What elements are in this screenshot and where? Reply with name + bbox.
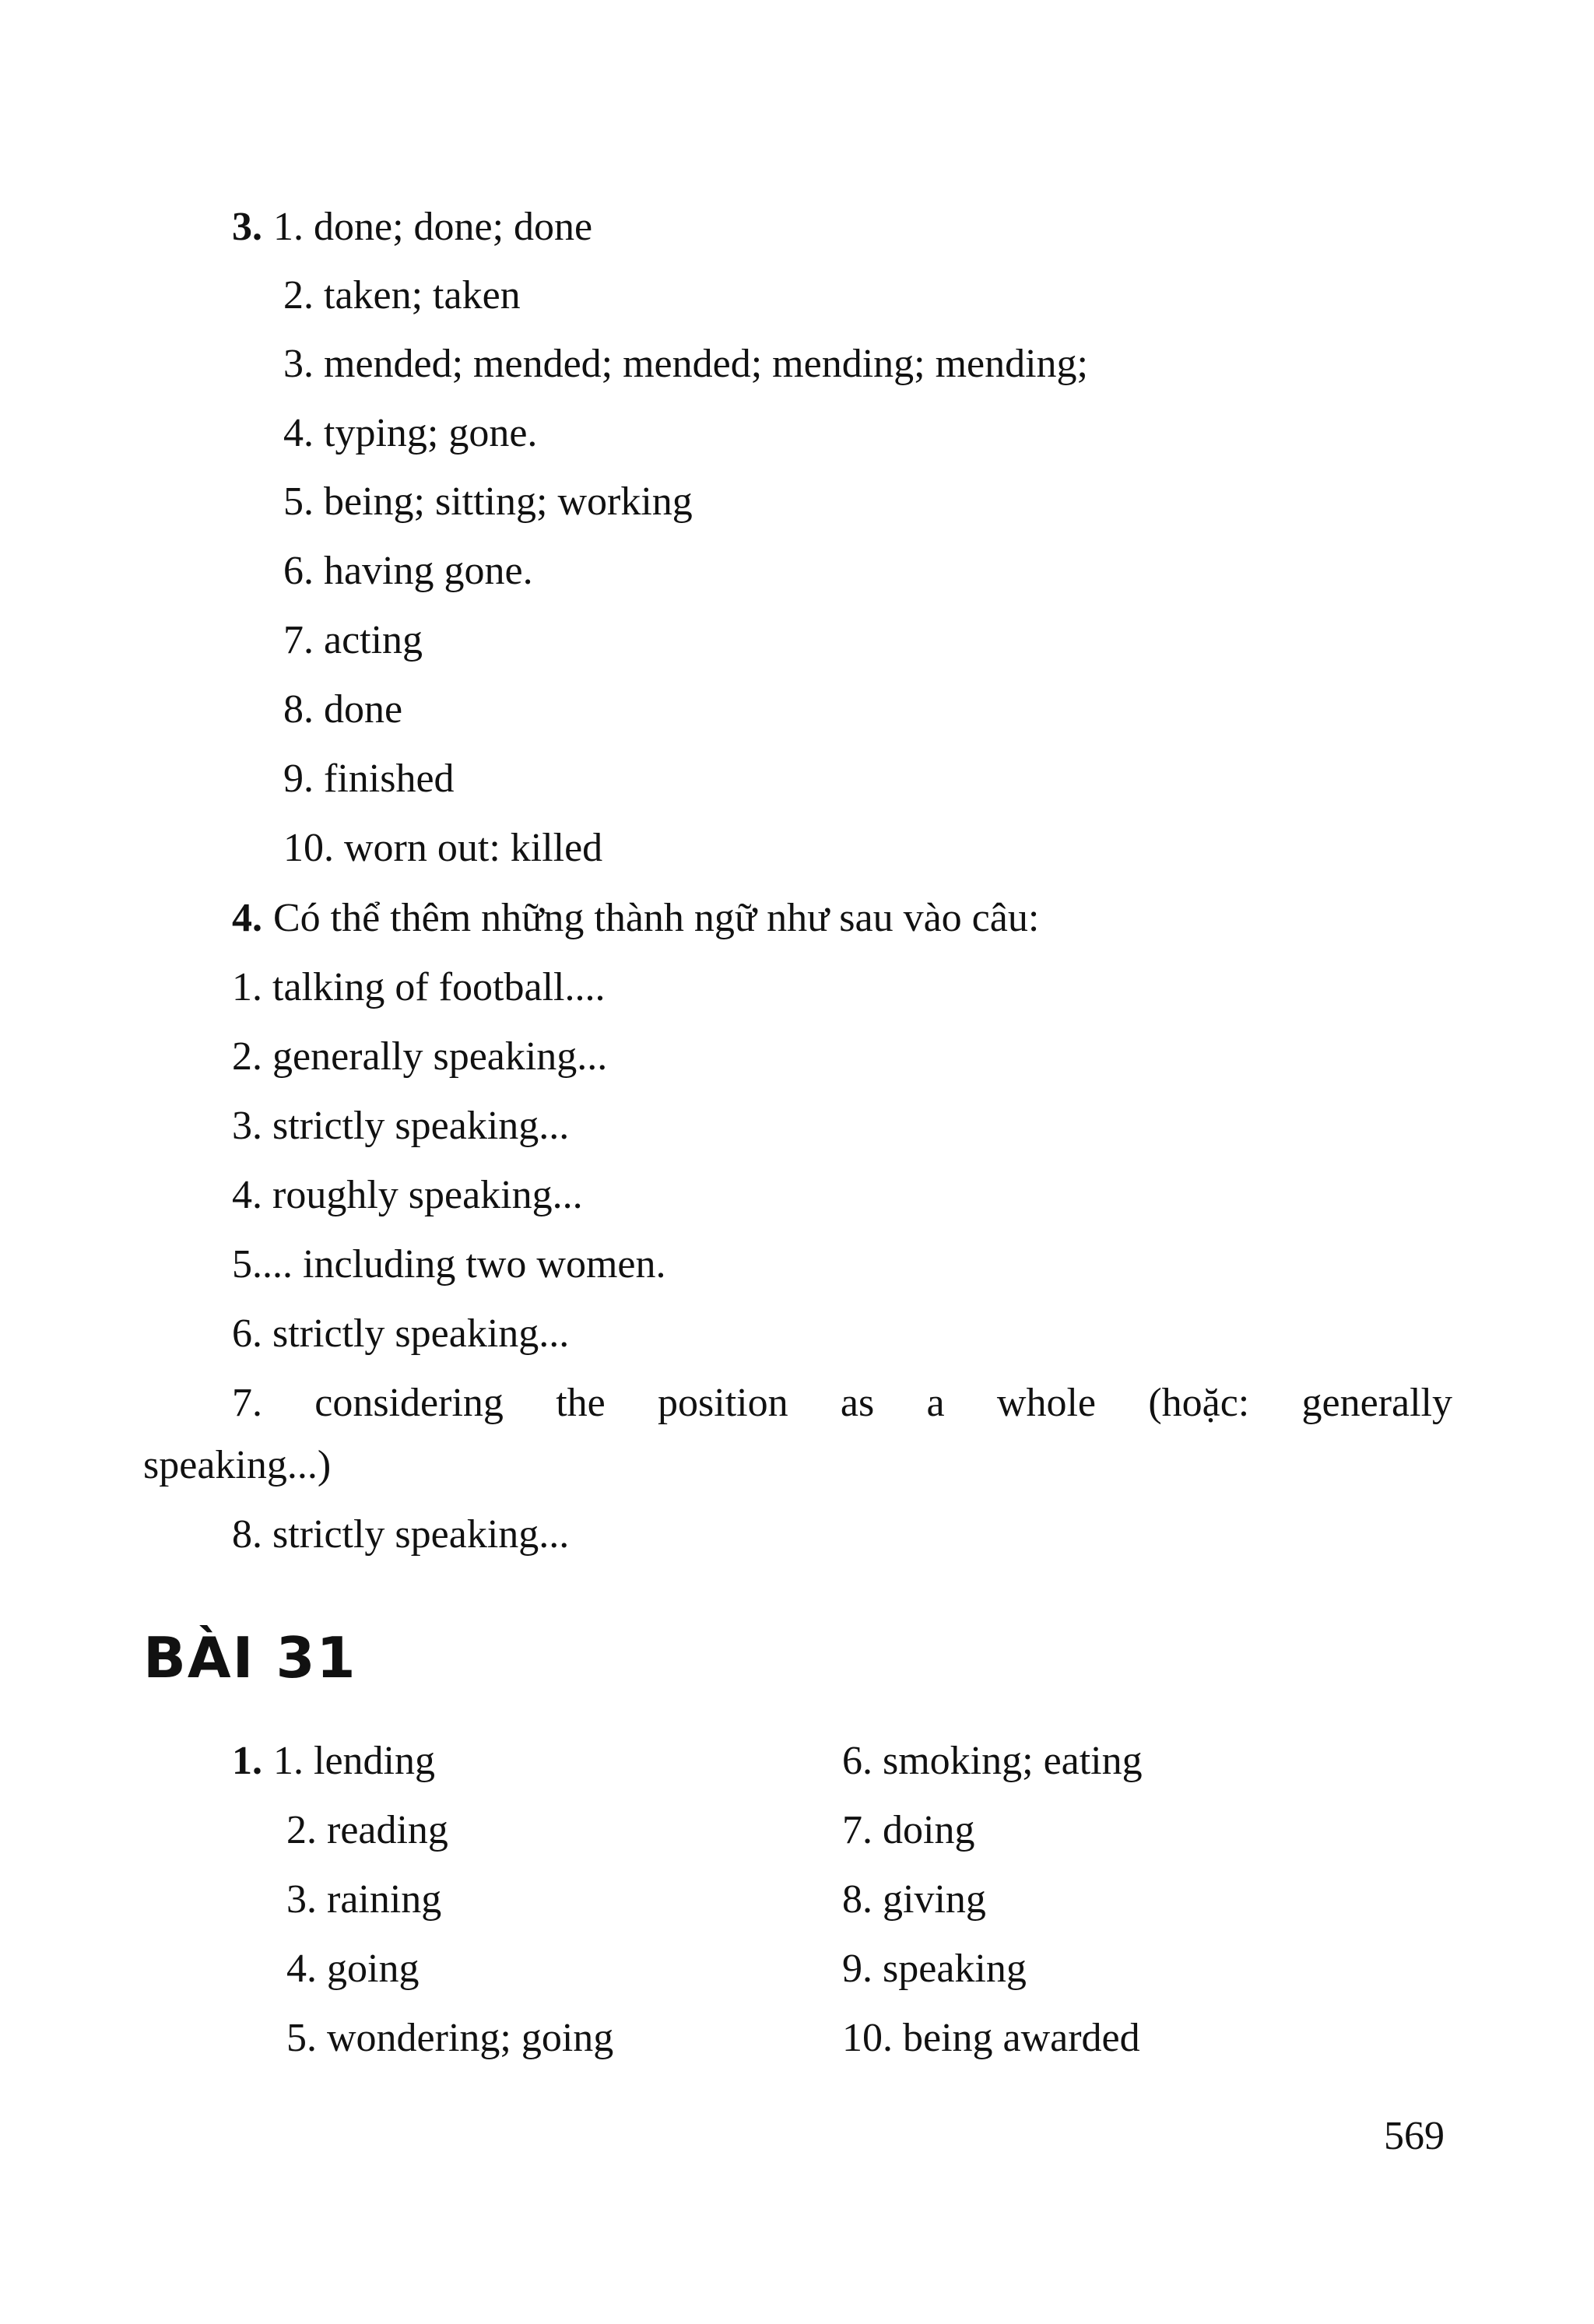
answer-item: 8. giving	[842, 1877, 986, 1922]
answer-item: 1. talking of football....	[232, 965, 606, 1009]
section-4-intro-line	[232, 895, 1039, 942]
answer-item: 4. going	[286, 1947, 420, 1991]
answer-item: 9. speaking	[842, 1947, 1027, 1991]
exercise-1-number: 1.	[232, 1739, 262, 1783]
answer-item-7-continuation: speaking...)	[143, 1443, 332, 1487]
answer-item: 2. taken; taken	[283, 273, 521, 318]
word: as	[840, 1381, 875, 1425]
answer-item: 10. worn out: killed	[283, 826, 603, 870]
page-number: 569	[1384, 2114, 1445, 2158]
answer-item: 3. raining	[286, 1877, 442, 1922]
answer-item: 3. strictly speaking...	[232, 1104, 570, 1148]
answer-item: 5.... including two women.	[232, 1242, 666, 1287]
section-3-number: 3.	[232, 205, 262, 249]
word: whole	[996, 1381, 1097, 1425]
answer-item: 9. finished	[283, 757, 455, 801]
answer-item: 5. wondering; going	[286, 2016, 614, 2060]
answer-item: 3. mended; mended; mended; mending; mending;	[283, 342, 1089, 386]
answer-item: 4. typing; gone.	[283, 411, 538, 455]
answer-item: 1. done; done; done	[273, 205, 593, 249]
answer-item-7-line	[232, 1380, 1452, 1427]
answer-item: 2. reading	[286, 1808, 448, 1852]
section-3-first-line	[232, 204, 592, 251]
answer-item: 7. acting	[283, 618, 423, 662]
answer-item: 2. generally speaking...	[232, 1034, 608, 1079]
answer-item: 10. being awarded	[842, 2016, 1140, 2060]
word: 7.	[232, 1381, 262, 1425]
word: (hoặc:	[1148, 1381, 1250, 1425]
answer-item: 5. being; sitting; working	[283, 479, 693, 524]
answer-item: 6. smoking; eating	[842, 1739, 1143, 1783]
answer-item: 1. lending	[273, 1739, 435, 1783]
answer-item: 4. roughly speaking...	[232, 1173, 583, 1217]
exercise-1-first-line	[232, 1738, 435, 1785]
answer-item: 6. strictly speaking...	[232, 1311, 570, 1356]
answer-item: 6. having gone.	[283, 549, 533, 593]
section-4-intro: Có thể thêm những thành ngữ như sau vào câu:	[273, 896, 1040, 940]
word: generally	[1301, 1381, 1452, 1425]
answer-item: 7. doing	[842, 1808, 975, 1852]
word: position	[658, 1381, 788, 1425]
word: the	[556, 1381, 606, 1425]
word: considering	[314, 1381, 504, 1425]
answer-item: 8. done	[283, 687, 403, 732]
lesson-heading: BÀI 31	[143, 1625, 357, 1690]
answer-item: 8. strictly speaking...	[232, 1512, 570, 1557]
section-4-number: 4.	[232, 896, 262, 940]
word: a	[926, 1381, 945, 1425]
